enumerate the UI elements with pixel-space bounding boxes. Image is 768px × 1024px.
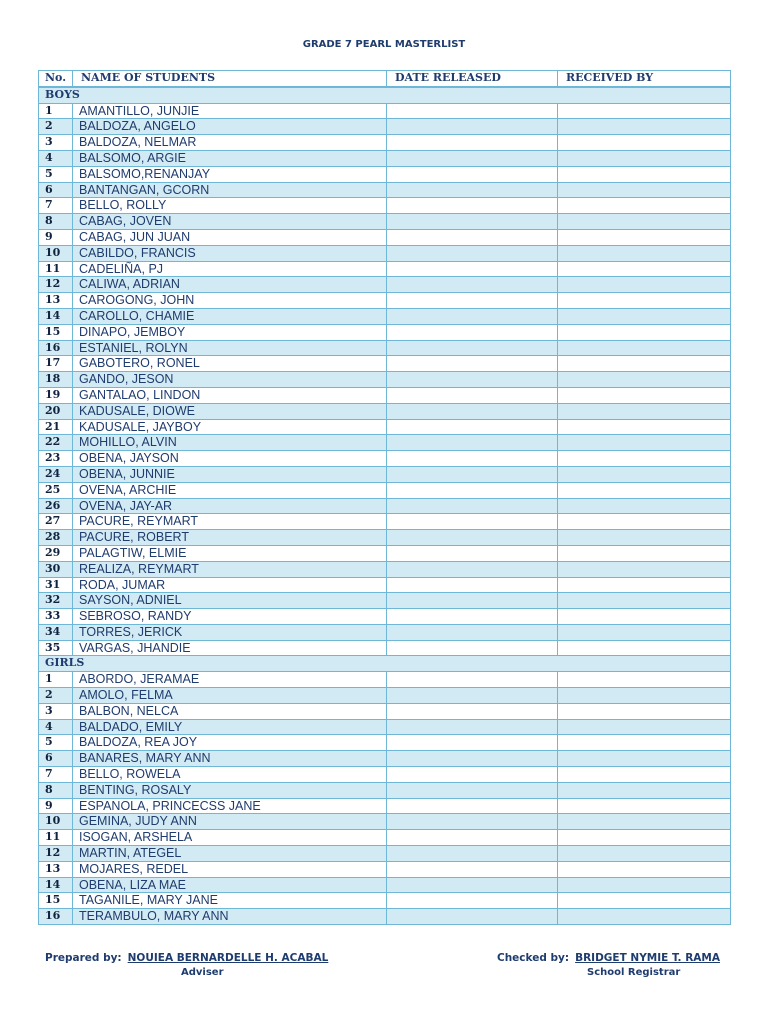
student-name: KADUSALE, JAYBOY <box>73 419 387 435</box>
received-by-cell <box>558 150 731 166</box>
table-row <box>39 451 731 467</box>
table-row <box>39 166 731 182</box>
table-row <box>39 577 731 593</box>
received-by-cell <box>558 403 731 419</box>
received-by-cell <box>558 861 731 877</box>
student-name: OBENA, JUNNIE <box>73 466 387 482</box>
received-by-cell <box>558 198 731 214</box>
date-released-cell <box>387 387 558 403</box>
received-by-cell <box>558 767 731 783</box>
student-name: BALDADO, EMILY <box>73 719 387 735</box>
date-released-cell <box>387 751 558 767</box>
received-by-cell <box>558 561 731 577</box>
student-name: AMOLO, FELMA <box>73 688 387 704</box>
date-released-cell <box>387 103 558 119</box>
table-row <box>39 861 731 877</box>
table-row <box>39 767 731 783</box>
received-by-cell <box>558 482 731 498</box>
student-name: BELLO, ROLLY <box>73 198 387 214</box>
student-name: BALDOZA, ANGELO <box>73 119 387 135</box>
received-by-cell <box>558 261 731 277</box>
date-released-cell <box>387 846 558 862</box>
received-by-cell <box>558 324 731 340</box>
student-number: 25 <box>39 482 73 498</box>
received-by-cell <box>558 846 731 862</box>
student-number: 6 <box>39 751 73 767</box>
column-header-date-released: DATE RELEASED <box>387 71 558 87</box>
table-row <box>39 466 731 482</box>
received-by-cell <box>558 814 731 830</box>
date-released-cell <box>387 498 558 514</box>
section-row <box>39 87 731 103</box>
date-released-cell <box>387 150 558 166</box>
student-number: 19 <box>39 387 73 403</box>
student-name: PACURE, ROBERT <box>73 530 387 546</box>
table-header-row <box>39 71 731 87</box>
student-name: BALSOMO, ARGIE <box>73 150 387 166</box>
table-row <box>39 324 731 340</box>
date-released-cell <box>387 356 558 372</box>
received-by-cell <box>558 893 731 909</box>
table-row <box>39 229 731 245</box>
student-number: 2 <box>39 119 73 135</box>
date-released-cell <box>387 261 558 277</box>
date-released-cell <box>387 119 558 135</box>
student-number: 29 <box>39 545 73 561</box>
student-number: 14 <box>39 877 73 893</box>
student-name: KADUSALE, DIOWE <box>73 403 387 419</box>
student-name: OBENA, LIZA MAE <box>73 877 387 893</box>
received-by-cell <box>558 308 731 324</box>
student-number: 24 <box>39 466 73 482</box>
date-released-cell <box>387 293 558 309</box>
student-name: ABORDO, JERAMAE <box>73 672 387 688</box>
received-by-cell <box>558 577 731 593</box>
student-number: 14 <box>39 308 73 324</box>
table-row <box>39 214 731 230</box>
table-row <box>39 688 731 704</box>
date-released-cell <box>387 229 558 245</box>
student-number: 35 <box>39 640 73 656</box>
received-by-cell <box>558 640 731 656</box>
student-number: 2 <box>39 688 73 704</box>
date-released-cell <box>387 561 558 577</box>
student-number: 26 <box>39 498 73 514</box>
table-row <box>39 277 731 293</box>
table-body <box>39 87 731 925</box>
date-released-cell <box>387 308 558 324</box>
page-title: GRADE 7 PEARL MASTERLIST <box>302 39 466 50</box>
student-name: CABILDO, FRANCIS <box>73 245 387 261</box>
date-released-cell <box>387 767 558 783</box>
received-by-cell <box>558 624 731 640</box>
student-number: 23 <box>39 451 73 467</box>
student-name: GABOTERO, RONEL <box>73 356 387 372</box>
received-by-cell <box>558 530 731 546</box>
received-by-cell <box>558 545 731 561</box>
student-name: BELLO, ROWELA <box>73 767 387 783</box>
student-name: OVENA, JAY-AR <box>73 498 387 514</box>
student-number: 17 <box>39 356 73 372</box>
student-name: CADELIÑA, PJ <box>73 261 387 277</box>
student-number: 21 <box>39 419 73 435</box>
date-released-cell <box>387 403 558 419</box>
student-name: OVENA, ARCHIE <box>73 482 387 498</box>
student-name: ESPANOLA, PRINCECSS JANE <box>73 798 387 814</box>
table-row <box>39 782 731 798</box>
student-name: PACURE, REYMART <box>73 514 387 530</box>
student-name: PALAGTIW, ELMIE <box>73 545 387 561</box>
date-released-cell <box>387 703 558 719</box>
student-name: BALSOMO,RENANJAY <box>73 166 387 182</box>
student-name: TERAMBULO, MARY ANN <box>73 909 387 925</box>
date-released-cell <box>387 877 558 893</box>
student-name: BALDOZA, NELMAR <box>73 135 387 151</box>
table-row <box>39 530 731 546</box>
column-header-name: NAME OF STUDENTS <box>73 71 387 87</box>
student-number: 28 <box>39 530 73 546</box>
student-name: SAYSON, ADNIEL <box>73 593 387 609</box>
student-name: BANTANGAN, GCORN <box>73 182 387 198</box>
date-released-cell <box>387 782 558 798</box>
date-released-cell <box>387 214 558 230</box>
student-name: ESTANIEL, ROLYN <box>73 340 387 356</box>
student-number: 27 <box>39 514 73 530</box>
student-number: 33 <box>39 609 73 625</box>
date-released-cell <box>387 909 558 925</box>
received-by-cell <box>558 466 731 482</box>
student-name: BENTING, ROSALY <box>73 782 387 798</box>
received-by-cell <box>558 435 731 451</box>
table-row <box>39 308 731 324</box>
table-row <box>39 119 731 135</box>
table-row <box>39 356 731 372</box>
table-row <box>39 893 731 909</box>
table-row <box>39 735 731 751</box>
checked-by-label: Checked by: <box>497 952 570 964</box>
date-released-cell <box>387 624 558 640</box>
student-number: 4 <box>39 150 73 166</box>
student-number: 15 <box>39 893 73 909</box>
date-released-cell <box>387 893 558 909</box>
received-by-cell <box>558 593 731 609</box>
student-number: 31 <box>39 577 73 593</box>
student-number: 6 <box>39 182 73 198</box>
table-row <box>39 182 731 198</box>
student-name: TORRES, JERICK <box>73 624 387 640</box>
received-by-cell <box>558 672 731 688</box>
received-by-cell <box>558 751 731 767</box>
table-row <box>39 293 731 309</box>
received-by-cell <box>558 609 731 625</box>
student-name: OBENA, JAYSON <box>73 451 387 467</box>
student-name: DINAPO, JEMBOY <box>73 324 387 340</box>
date-released-cell <box>387 861 558 877</box>
checked-by-role: School Registrar <box>587 967 681 978</box>
date-released-cell <box>387 482 558 498</box>
student-number: 8 <box>39 782 73 798</box>
student-name: SEBROSO, RANDY <box>73 609 387 625</box>
student-number: 1 <box>39 672 73 688</box>
received-by-cell <box>558 909 731 925</box>
student-name: CABAG, JUN JUAN <box>73 229 387 245</box>
column-header-no: No. <box>39 71 73 87</box>
date-released-cell <box>387 545 558 561</box>
table-row <box>39 103 731 119</box>
student-number: 12 <box>39 846 73 862</box>
student-name: MOJARES, REDEL <box>73 861 387 877</box>
student-number: 1 <box>39 103 73 119</box>
received-by-cell <box>558 214 731 230</box>
date-released-cell <box>387 593 558 609</box>
table-row <box>39 435 731 451</box>
student-number: 16 <box>39 340 73 356</box>
student-name: MOHILLO, ALVIN <box>73 435 387 451</box>
date-released-cell <box>387 435 558 451</box>
student-number: 11 <box>39 830 73 846</box>
date-released-cell <box>387 577 558 593</box>
date-released-cell <box>387 514 558 530</box>
received-by-cell <box>558 277 731 293</box>
table-row <box>39 150 731 166</box>
date-released-cell <box>387 640 558 656</box>
student-name: BALBON, NELCA <box>73 703 387 719</box>
student-name: TAGANILE, MARY JANE <box>73 893 387 909</box>
date-released-cell <box>387 735 558 751</box>
date-released-cell <box>387 719 558 735</box>
student-number: 10 <box>39 245 73 261</box>
table-row <box>39 877 731 893</box>
table-row <box>39 403 731 419</box>
table-row <box>39 640 731 656</box>
student-number: 20 <box>39 403 73 419</box>
table-row <box>39 340 731 356</box>
student-number: 13 <box>39 861 73 877</box>
table-row <box>39 672 731 688</box>
table-row <box>39 561 731 577</box>
date-released-cell <box>387 340 558 356</box>
student-number: 5 <box>39 166 73 182</box>
date-released-cell <box>387 688 558 704</box>
table-row <box>39 419 731 435</box>
student-name: RODA, JUMAR <box>73 577 387 593</box>
table-row <box>39 846 731 862</box>
student-number: 4 <box>39 719 73 735</box>
table-row <box>39 198 731 214</box>
date-released-cell <box>387 672 558 688</box>
student-number: 15 <box>39 324 73 340</box>
student-number: 11 <box>39 261 73 277</box>
student-number: 5 <box>39 735 73 751</box>
received-by-cell <box>558 135 731 151</box>
date-released-cell <box>387 451 558 467</box>
student-name: REALIZA, REYMART <box>73 561 387 577</box>
table-row <box>39 135 731 151</box>
received-by-cell <box>558 782 731 798</box>
received-by-cell <box>558 419 731 435</box>
table-row <box>39 624 731 640</box>
received-by-cell <box>558 372 731 388</box>
received-by-cell <box>558 245 731 261</box>
student-number: 7 <box>39 198 73 214</box>
table-row <box>39 798 731 814</box>
checked-by <box>497 952 720 964</box>
table-row <box>39 593 731 609</box>
date-released-cell <box>387 166 558 182</box>
student-number: 9 <box>39 798 73 814</box>
section-label: BOYS <box>39 87 731 103</box>
date-released-cell <box>387 609 558 625</box>
date-released-cell <box>387 372 558 388</box>
student-name: CALIWA, ADRIAN <box>73 277 387 293</box>
received-by-cell <box>558 688 731 704</box>
student-name: GANDO, JESON <box>73 372 387 388</box>
student-number: 16 <box>39 909 73 925</box>
prepared-by-role: Adviser <box>181 967 224 978</box>
section-label: GIRLS <box>39 656 731 672</box>
student-number: 8 <box>39 214 73 230</box>
student-number: 10 <box>39 814 73 830</box>
student-number: 3 <box>39 703 73 719</box>
student-name: CABAG, JOVEN <box>73 214 387 230</box>
prepared-by-name: NOUIEA BERNARDELLE H. ACABAL <box>127 952 329 964</box>
section-row <box>39 656 731 672</box>
date-released-cell <box>387 182 558 198</box>
date-released-cell <box>387 814 558 830</box>
date-released-cell <box>387 466 558 482</box>
date-released-cell <box>387 277 558 293</box>
column-header-received-by: RECEIVED BY <box>558 71 731 87</box>
student-number: 7 <box>39 767 73 783</box>
date-released-cell <box>387 530 558 546</box>
table-row <box>39 372 731 388</box>
received-by-cell <box>558 340 731 356</box>
student-number: 12 <box>39 277 73 293</box>
date-released-cell <box>387 324 558 340</box>
table-row <box>39 514 731 530</box>
received-by-cell <box>558 498 731 514</box>
student-number: 34 <box>39 624 73 640</box>
table-row <box>39 909 731 925</box>
student-number: 3 <box>39 135 73 151</box>
date-released-cell <box>387 198 558 214</box>
checked-by-name: BRIDGET NYMIE T. RAMA <box>575 952 720 964</box>
table-row <box>39 751 731 767</box>
date-released-cell <box>387 830 558 846</box>
student-number: 13 <box>39 293 73 309</box>
date-released-cell <box>387 245 558 261</box>
table-row <box>39 814 731 830</box>
student-name: ISOGAN, ARSHELA <box>73 830 387 846</box>
student-name: GANTALAO, LINDON <box>73 387 387 403</box>
received-by-cell <box>558 735 731 751</box>
received-by-cell <box>558 166 731 182</box>
table-row <box>39 609 731 625</box>
date-released-cell <box>387 798 558 814</box>
student-name: BALDOZA, REA JOY <box>73 735 387 751</box>
received-by-cell <box>558 182 731 198</box>
student-name: VARGAS, JHANDIE <box>73 640 387 656</box>
table-row <box>39 545 731 561</box>
prepared-by <box>45 952 328 964</box>
student-number: 9 <box>39 229 73 245</box>
student-name: GEMINA, JUDY ANN <box>73 814 387 830</box>
student-name: CAROLLO, CHAMIE <box>73 308 387 324</box>
table-row <box>39 719 731 735</box>
student-name: AMANTILLO, JUNJIE <box>73 103 387 119</box>
received-by-cell <box>558 293 731 309</box>
student-name: CAROGONG, JOHN <box>73 293 387 309</box>
received-by-cell <box>558 719 731 735</box>
received-by-cell <box>558 514 731 530</box>
masterlist-table <box>38 70 731 925</box>
student-number: 18 <box>39 372 73 388</box>
received-by-cell <box>558 830 731 846</box>
received-by-cell <box>558 451 731 467</box>
table-row <box>39 245 731 261</box>
date-released-cell <box>387 419 558 435</box>
table-row <box>39 387 731 403</box>
date-released-cell <box>387 135 558 151</box>
received-by-cell <box>558 387 731 403</box>
student-number: 32 <box>39 593 73 609</box>
table-row <box>39 261 731 277</box>
student-number: 22 <box>39 435 73 451</box>
student-name: BANARES, MARY ANN <box>73 751 387 767</box>
received-by-cell <box>558 356 731 372</box>
table-row <box>39 703 731 719</box>
received-by-cell <box>558 798 731 814</box>
received-by-cell <box>558 703 731 719</box>
received-by-cell <box>558 103 731 119</box>
table-row <box>39 830 731 846</box>
received-by-cell <box>558 877 731 893</box>
received-by-cell <box>558 119 731 135</box>
table-row <box>39 482 731 498</box>
received-by-cell <box>558 229 731 245</box>
table-row <box>39 498 731 514</box>
student-number: 30 <box>39 561 73 577</box>
prepared-by-label: Prepared by: <box>45 952 122 964</box>
student-name: MARTIN, ATEGEL <box>73 846 387 862</box>
